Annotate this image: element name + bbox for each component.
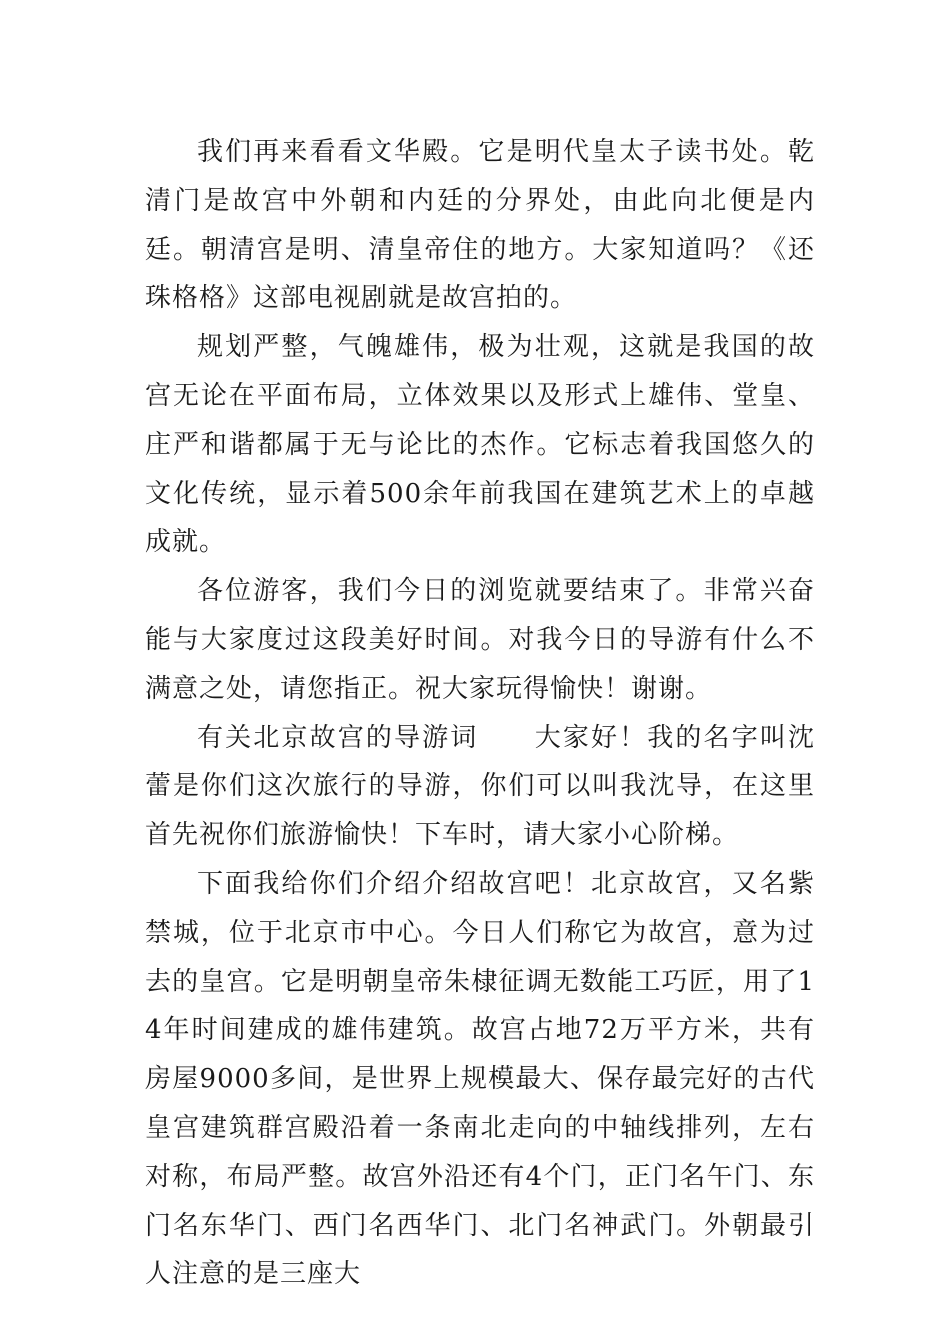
paragraph-tour-end: 各位游客，我们今日的浏览就要结束了。非常兴奋能与大家度过这段美好时间。对我今日的导游有什么不满意之处，请您指正。祝大家玩得愉快！谢谢。 bbox=[145, 576, 815, 704]
paragraph-forbidden-city: 下面我给你们介绍介绍故宫吧！北京故宫，又名紫禁城，位于北京市中心。今日人们称它为故宫，意为过去的皇宫。它是明朝皇帝朱棣征调无数能工巧匠，用了14年时间建成的雄伟建筑。故宫占地72万平方米，共有房屋9000多间，是世界上规模最大、保存最完好的古代皇宫建筑群宫殿沿着一条南北走向的中轴线排列，左右对称，布局严整。故宫外沿还有4个门，正门名午门、东门名东华门、西门名西华门、北门名神武门。外朝最引人注意的是三座大 bbox=[145, 868, 815, 1290]
document-body bbox=[145, 128, 815, 1299]
paragraph-wenhua-hall: 我们再来看看文华殿。它是明代皇太子读书处。乾清门是故宫中外朝和内廷的分界处，由此向北便是内廷。朝清宫是明、清皇帝住的地方。大家知道吗？《还珠格格》这部电视剧就是故宫拍的。 bbox=[145, 137, 815, 314]
paragraph-guide-intro: 有关北京故宫的导游词 大家好！我的名字叫沈蕾是你们这次旅行的导游，你们可以叫我沈导，在这里首先祝你们旅游愉快！下车时，请大家小心阶梯。 bbox=[145, 722, 815, 851]
paragraph-palace-layout: 规划严整，气魄雄伟，极为壮观，这就是我国的故宫无论在平面布局，立体效果以及形式上雄伟、堂皇、庄严和谐都属于无与论比的杰作。它标志着我国悠久的文化传统，显示着500余年前我国在建筑艺术上的卓越成就。 bbox=[145, 332, 815, 558]
